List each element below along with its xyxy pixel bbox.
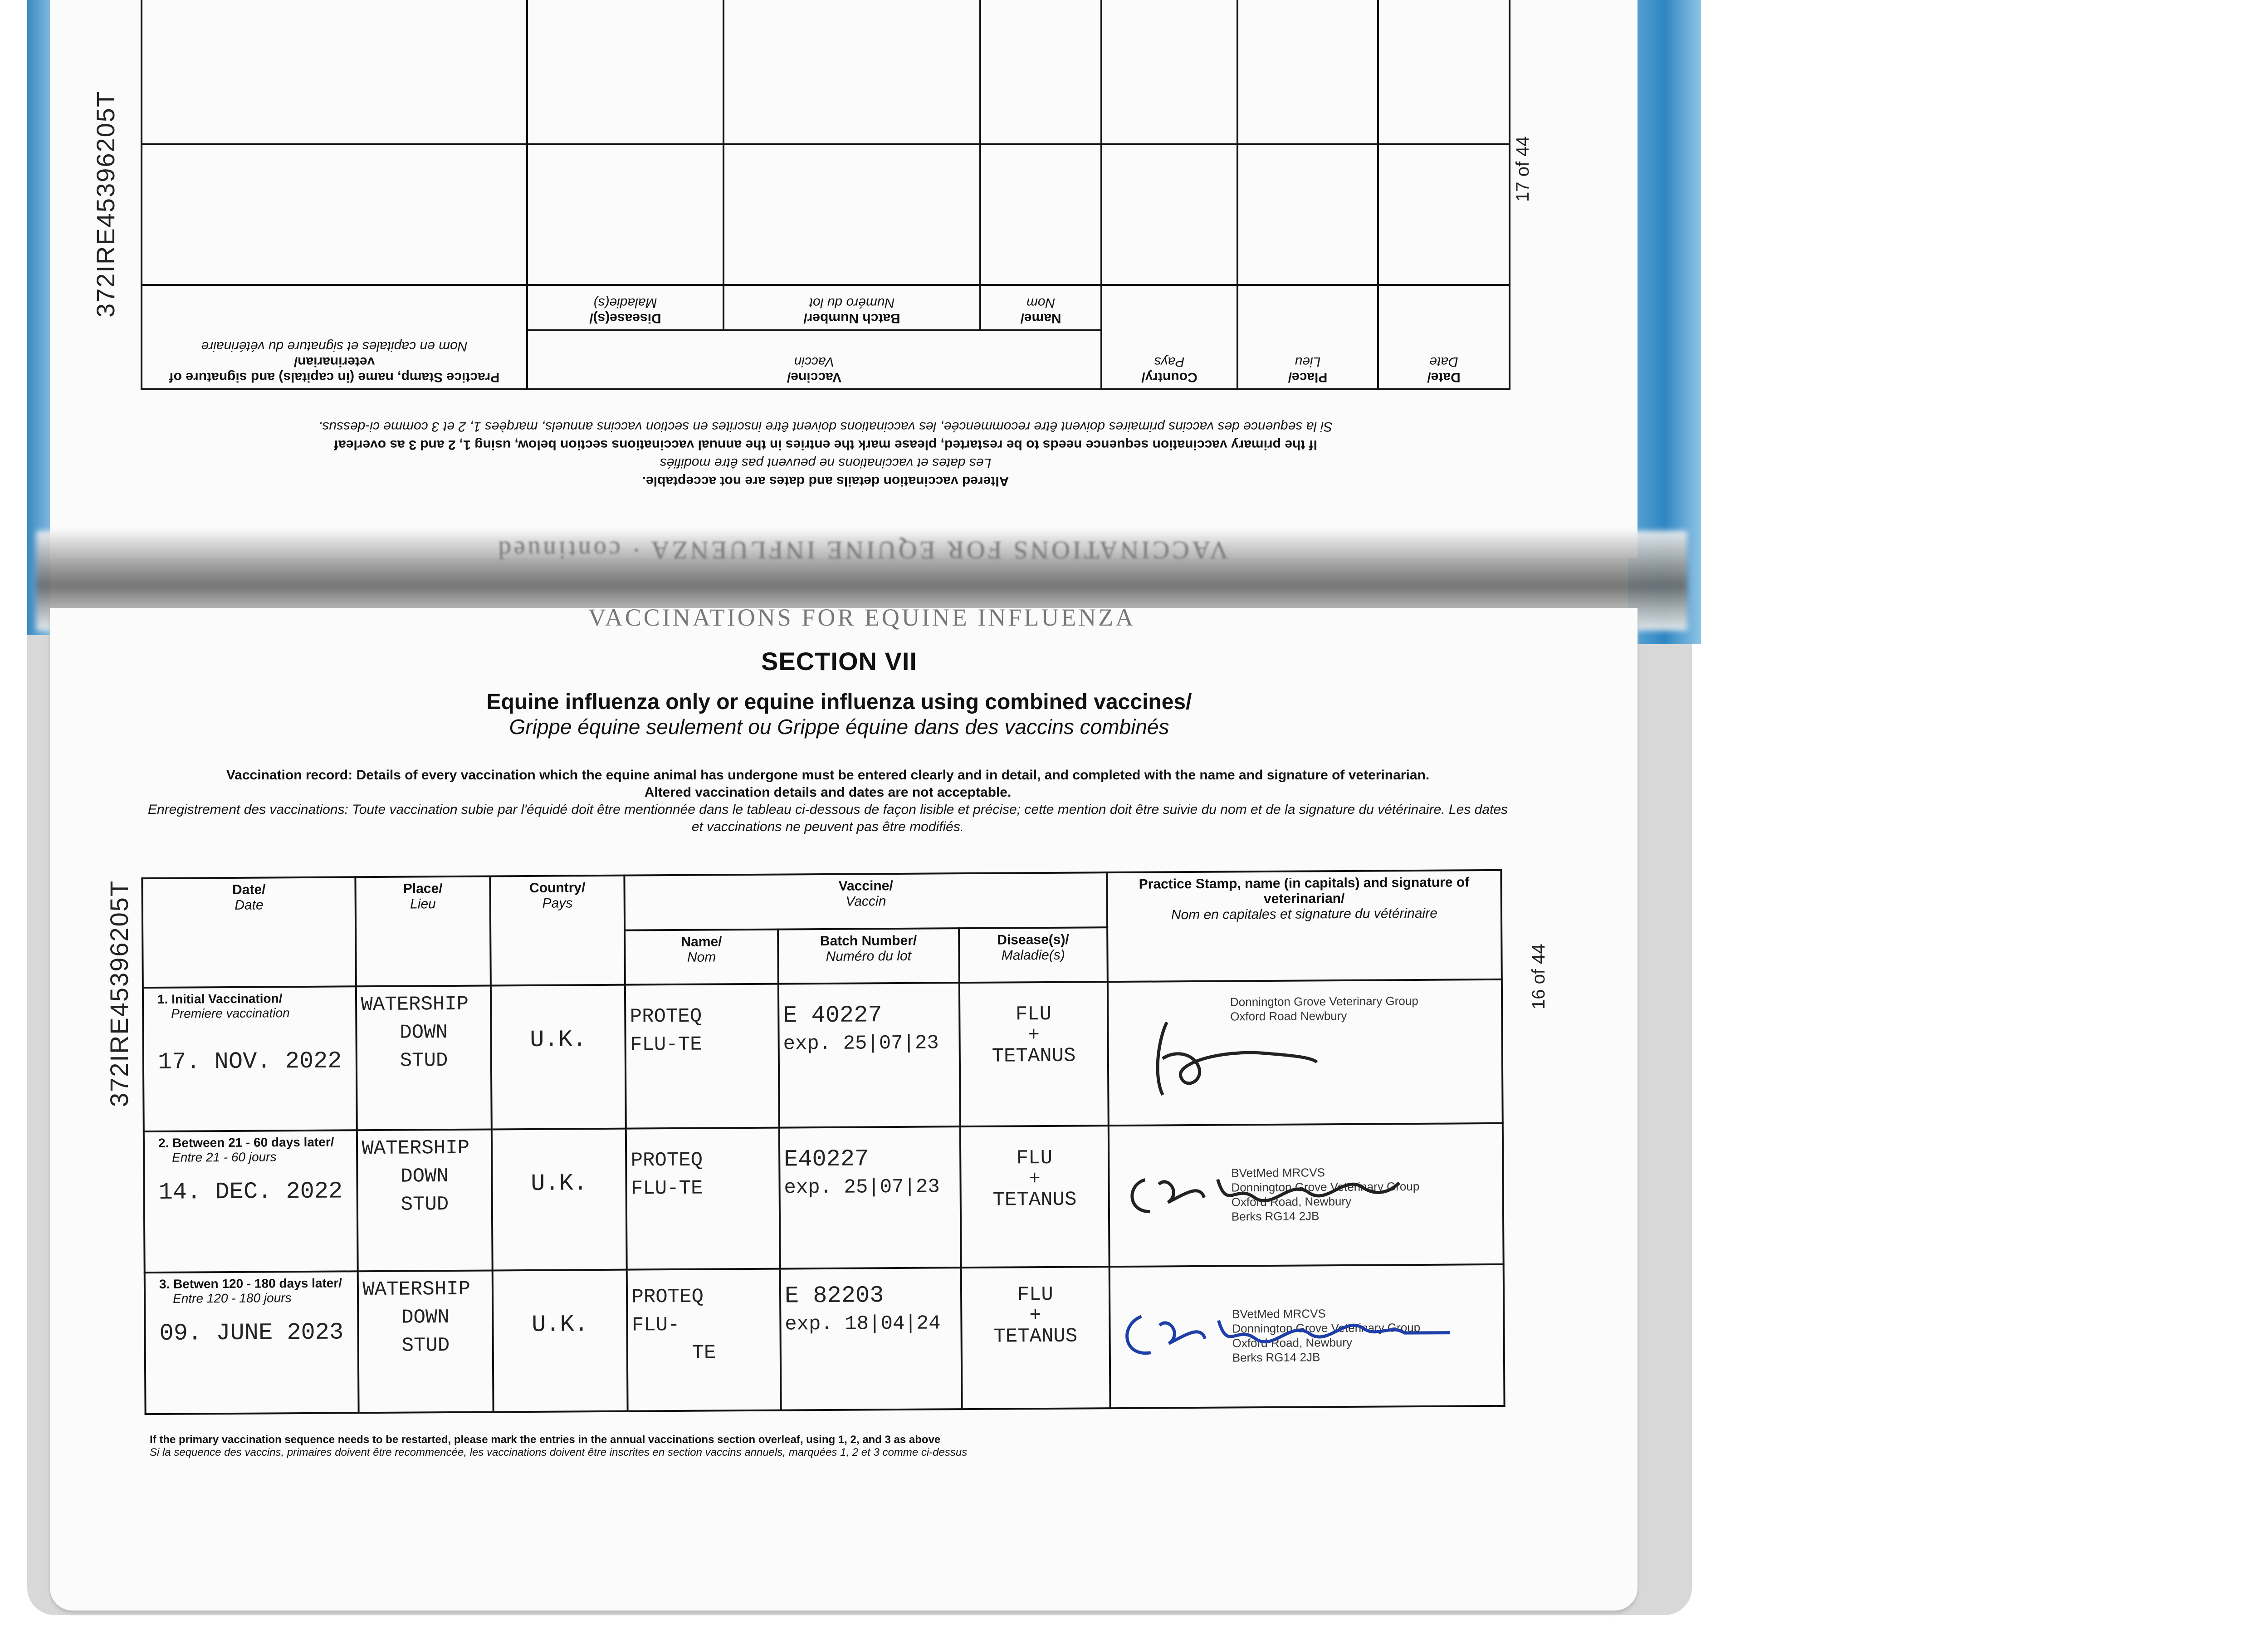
batch-cell: E 40227 exp. 25|07|23 [778, 983, 960, 1127]
inv-cell [1378, 144, 1510, 285]
name-cell: PROTEQ FLU- TE [627, 1269, 781, 1411]
inv-date-header: Date/ Date [1378, 285, 1510, 389]
country-cell: U.K. [493, 1270, 628, 1412]
date-cell: 1. Initial Vaccination/ Premiere vaccination 17. NOV. 2022 [143, 987, 357, 1131]
name-cell: PROTEQ FLU-TE [625, 984, 779, 1129]
vaccination-table [141, 869, 1505, 1415]
date-header: Date/ Date [142, 877, 356, 988]
name-header: Name/ Nom [625, 929, 778, 985]
inv-cell [527, 144, 723, 285]
signature-1 [1130, 1004, 1321, 1105]
inv-cell [723, 0, 980, 144]
page-number-bottom: 16 of 44 [1529, 944, 1549, 1009]
signature-3 [1114, 1306, 1459, 1367]
document-code-top: 372IRE45396205T [91, 90, 120, 318]
country-cell: U.K. [492, 1128, 627, 1270]
inv-stamp-header: Practice Stamp, name (in capitals) and signature of veterinarian/ Nom en capitales et signature du vétérinaire [142, 285, 527, 389]
subtitle-en: Equine influenza only or equine influenza using combined vaccines/ [486, 690, 1192, 714]
place-header: Place/ Lieu [356, 876, 491, 986]
footer-fr: Si la sequence des vaccins, primaires doivent être recommencée, les vaccinations doivent être inscrites en section vaccins annuels, marquées 1, 2 et 3 comme ci-dessus [150, 1446, 968, 1459]
inv-batch-header: Batch Number/ Numéro du lot [723, 285, 980, 330]
inv-cell [980, 144, 1101, 285]
footer-en: If the primary vaccination sequence needs to be restarted, please mark the entries in the annual vaccinations section overleaf, using 1, 2, and 3 as above [150, 1434, 941, 1446]
stamp-text: BVetMed MRCVS Donnington Grove Veterinary Group Oxford Road, Newbury Berks RG14 2JB [1232, 1307, 1421, 1365]
inv-cell [142, 144, 527, 285]
place-cell: WATERSHIP DOWN STUD [357, 1129, 492, 1271]
inv-restart-fr: Si la sequence des vaccins primaires doivent être recommencée, les vaccinations doivent être inscrites en section vaccins annuels, marqèes 1, 2 et 3 comme ci-dessus. [318, 419, 1333, 434]
inverted-notes [141, 417, 1510, 490]
batch-header: Batch Number/ Numéro du lot [778, 928, 959, 984]
vaccination-record-instructions [145, 767, 1510, 836]
section-title: SECTION VII [761, 647, 917, 676]
inv-name-header: Name/ Nom [980, 285, 1101, 330]
date-cell: 2. Between 21 - 60 days later/ Entre 21 - 60 jours 14. DEC. 2022 [144, 1130, 358, 1273]
date-value: 09. JUNE 2023 [159, 1319, 344, 1347]
page-header-title: VACCINATIONS FOR EQUINE INFLUENZA [588, 604, 1136, 631]
table-row [143, 979, 1503, 1131]
inverted-vaccination-table [141, 0, 1510, 390]
inv-disease-header: Disease(s)/ Maladie(s) [527, 285, 723, 330]
inv-cell [527, 0, 723, 144]
record-text-en: Vaccination record: Details of every vaccination which the equine animal has undergone must be entered clearly and in detail, and completed with the name and signature of veterinarian. [226, 768, 1430, 783]
inv-cell [723, 144, 980, 285]
disease-header: Disease(s)/ Maladie(s) [959, 927, 1108, 983]
inv-cell [1101, 0, 1237, 144]
stamp-text: BVetMed MRCVS Donnington Grove Veterinary Group Oxford Road, Newbury Berks RG14 2JB [1231, 1165, 1420, 1224]
batch-cell: E40227 exp. 25|07|23 [779, 1126, 961, 1269]
document-code-bottom: 372IRE45396205T [105, 880, 133, 1107]
stamp-header: Practice Stamp, name (in capitals) and signature of veterinarian/ Nom en capitales et signature du vétérinaire [1107, 870, 1502, 982]
inv-vaccine-header: Vaccine/ Vaccin [527, 330, 1101, 389]
date-value: 17. NOV. 2022 [157, 1048, 342, 1076]
stamp-cell [1108, 979, 1503, 1126]
stamp-cell [1109, 1123, 1504, 1267]
date-value: 14. DEC. 2022 [158, 1178, 343, 1206]
inv-altered-fr: Les dates et vaccinations ne peuvent pas être modifiés [660, 455, 992, 470]
disease-cell: FLU + TETANUS [961, 1267, 1110, 1410]
place-cell: WATERSHIP DOWN STUD [356, 986, 491, 1130]
country-cell: U.K. [491, 985, 626, 1129]
stamp-text: Donnington Grove Veterinary Group Oxford Road Newbury [1230, 994, 1418, 1023]
place-cell: WATERSHIP DOWN STUD [358, 1271, 493, 1413]
vaccine-header: Vaccine/ Vaccin [625, 872, 1107, 930]
inv-cell [142, 0, 527, 144]
inv-cell [1101, 144, 1237, 285]
signature-2 [1118, 1165, 1408, 1225]
inv-cell [1237, 144, 1378, 285]
country-header: Country/ Pays [490, 876, 625, 986]
name-cell: PROTEQ FLU-TE [626, 1127, 780, 1270]
date-cell: 3. Betwen 120 - 180 days later/ Entre 120 - 180 jours 09. JUNE 2023 [145, 1272, 359, 1414]
record-text-fr: Enregistrement des vaccinations: Toute vaccination subie par l'équidé doit être mentionnée dans le tableau ci-dessous de façon lisible et précise; cette mention doit être suivie du nom et de la signature du vétérinaire. Les dates et vaccinations ne peuvent pas être modifiés. [147, 802, 1508, 834]
batch-cell: E 82203 exp. 18|04|24 [780, 1268, 962, 1410]
inv-cell [1378, 0, 1510, 144]
disease-cell: FLU + TETANUS [959, 982, 1108, 1126]
inv-restart-en: If the primary vaccination sequence needs to be restarted, please mark the entries in the annual vaccinations section below, using 1, 2 and 3 as overleaf [334, 437, 1317, 452]
inv-cell [980, 0, 1101, 144]
inv-cell [1237, 0, 1378, 144]
restart-footer-note [150, 1434, 1284, 1459]
disease-cell: FLU + TETANUS [960, 1126, 1109, 1268]
table-row [144, 1123, 1504, 1273]
page-number-top: 17 of 44 [1513, 136, 1533, 202]
inv-country-header: Country/ Pays [1101, 285, 1237, 389]
inv-place-header: Place/ Lieu [1237, 285, 1378, 389]
record-text-en-2: Altered vaccination details and dates are not acceptable. [644, 785, 1012, 800]
inverted-page-content [127, 0, 1510, 508]
inv-altered-en: Altered vaccination details and dates are not acceptable. [642, 474, 1009, 489]
subtitle-fr: Grippe équine seulement ou Grippe équine dans des vaccins combinés [509, 715, 1169, 739]
spine-inverted-title: VACCINATIONS FOR EQUINE INFLUENZA · continued [495, 536, 1228, 564]
